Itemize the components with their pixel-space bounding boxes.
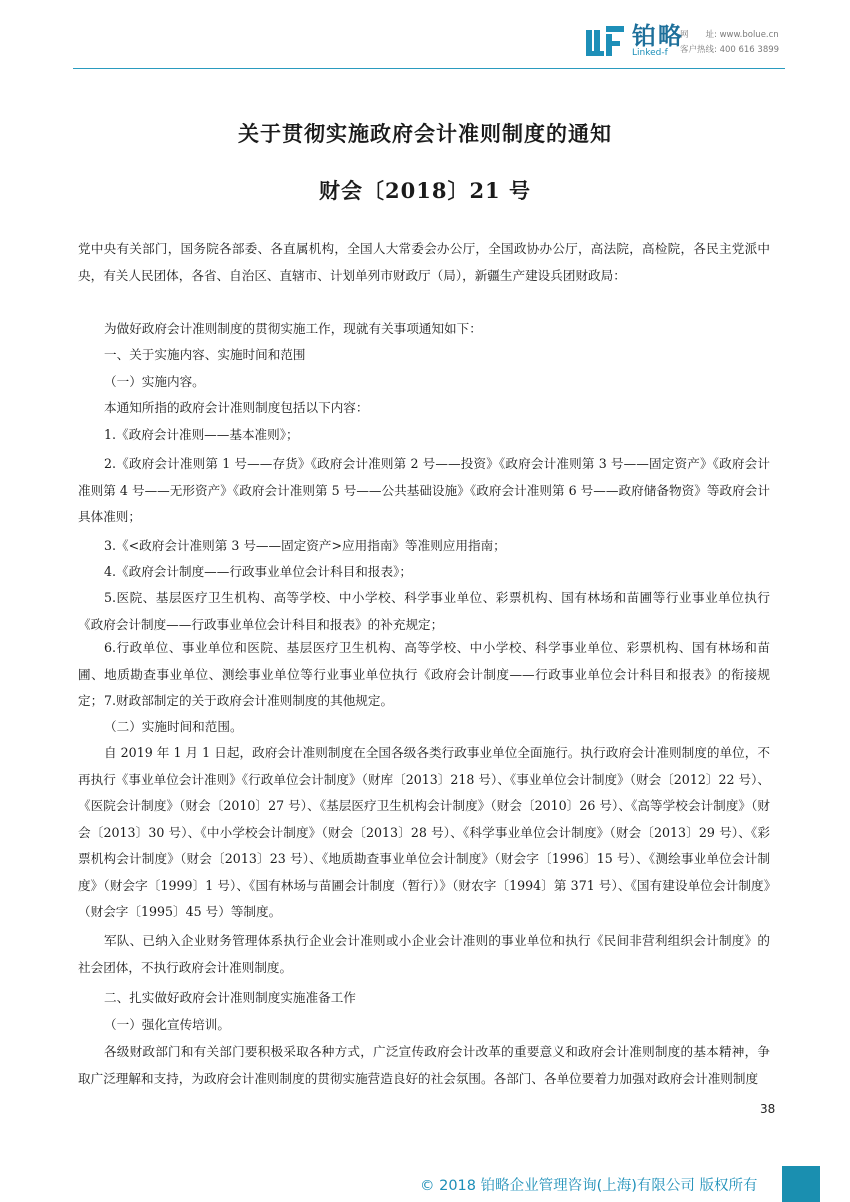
list-item: 1.《政府会计准则——基本准则》； (104, 427, 299, 442)
subsection-heading: （一）强化宣传培训。 (104, 1017, 230, 1032)
hotline-text: 客户热线: 400 616 3899 (680, 45, 780, 55)
list-item: 7.财政部制定的关于政府会计准则制度的其他规定。 (104, 693, 394, 708)
logo-cn-text: 铂略 (632, 22, 684, 50)
list-item: 6.行政单位、事业单位和医院、基层医疗卫生机构、高等学校、中小学校、科学事业单位、彩票机构、国有林场和苗圃、地质勘查事业单位、测绘事业单位等行业事业单位执行《政府会计制度——行政事业单位会计科目和报表》的衔接规定； (78, 640, 770, 708)
document-number: 财会〔2018〕21 号 (319, 178, 531, 203)
page-number: 38 (760, 1102, 776, 1116)
body-paragraph: 本通知所指的政府会计准则制度包括以下内容： (104, 400, 369, 415)
list-item: 4.《政府会计制度——行政事业单位会计科目和报表》； (104, 564, 412, 579)
subsection-heading: （二）实施时间和范围。 (104, 719, 243, 734)
body-paragraph: 军队、已纳入企业财务管理体系执行企业会计准则或小企业会计准则的事业单位和执行《民间非营利组织会计制度》的社会团体，不执行政府会计准则制度。 (78, 933, 770, 975)
body-paragraph: 为做好政府会计准则制度的贯彻实施工作，现就有关事项通知如下： (104, 321, 482, 336)
section-heading: 一、关于实施内容、实施时间和范围 (104, 347, 306, 362)
footer-copyright: © 2018 铂略企业管理咨询(上海)有限公司 版权所有 (420, 1178, 758, 1194)
document-title: 关于贯彻实施政府会计准则制度的通知 (238, 121, 612, 146)
company-logo (586, 24, 684, 58)
section-heading: 二、扎实做好政府会计准则制度实施准备工作 (104, 990, 356, 1005)
list-item: 5.医院、基层医疗卫生机构、高等学校、中小学校、科学事业单位、彩票机构、国有林场和苗圃等行业事业单位执行《政府会计制度——行政事业单位会计科目和报表》的补充规定； (78, 590, 770, 632)
footer-accent-block (782, 1166, 820, 1202)
header-divider (73, 68, 785, 69)
website-text: 网 址: www.bolue.cn (680, 30, 779, 40)
body-paragraph: 自 2019 年 1 月 1 日起，政府会计准则制度在全国各级各类行政事业单位全面施行。执行政府会计准则制度的单位，不再执行《事业单位会计准则》《行政单位会计制度》（财库〔2013〕218 号）、《事业单位会计制度》（财会〔2012〕22 号）、《医院会计制度》（财会〔2010〕27 号）、《基层医疗卫生机构会计制度》（财会〔2010〕26 号）、《高等学校会计制度》（财会〔2013〕30 号）、《中小学校会计制度》（财会〔2013〕28 号）、《科学事业单位会计制度》（财会〔2013〕29 号）、《彩票机构会计制度》（财会〔2013〕23 号）、《地质勘查事业单位会计制度》（财会字〔1996〕15 号）、《测绘事业单位会计制度》（财会字〔1999〕1 号）、《国有林场与苗圃会计制度（暂行）》（财农字〔1994〕第 371 号）、《国有建设单位会计制度》（财会字〔1995〕45 号）等制度。 (78, 745, 770, 919)
list-item: 3.《<政府会计准则第 3 号——固定资产>应用指南》等准则应用指南； (104, 538, 506, 553)
addressee-paragraph: 党中央有关部门，国务院各部委、各直属机构，全国人大常委会办公厅，全国政协办公厅，高法院，高检院，各民主党派中央，有关人民团体，各省、自治区、直辖市、计划单列市财政厅（局），新疆生产建设兵团财政局： (78, 241, 770, 283)
list-item: 2.《政府会计准则第 1 号——存货》《政府会计准则第 2 号——投资》《政府会计准则第 3 号——固定资产》《政府会计准则第 4 号——无形资产》《政府会计准则第 5 号——公共基础设施》《政府会计准则第 6 号——政府储备物资》等政府会计具体准则； (78, 456, 770, 524)
body-paragraph: 各级财政部门和有关部门要积极采取各种方式，广泛宣传政府会计改革的重要意义和政府会计准则制度的基本精神，争取广泛理解和支持，为政府会计准则制度的贯彻实施营造良好的社会氛围。各部门、各单位要着力加强对政府会计准则制度 (78, 1044, 770, 1086)
logo-mark-icon (586, 24, 626, 58)
logo-en-text: Linked-f (632, 48, 668, 58)
subsection-heading: （一）实施内容。 (104, 374, 205, 389)
header-contact (680, 28, 779, 58)
